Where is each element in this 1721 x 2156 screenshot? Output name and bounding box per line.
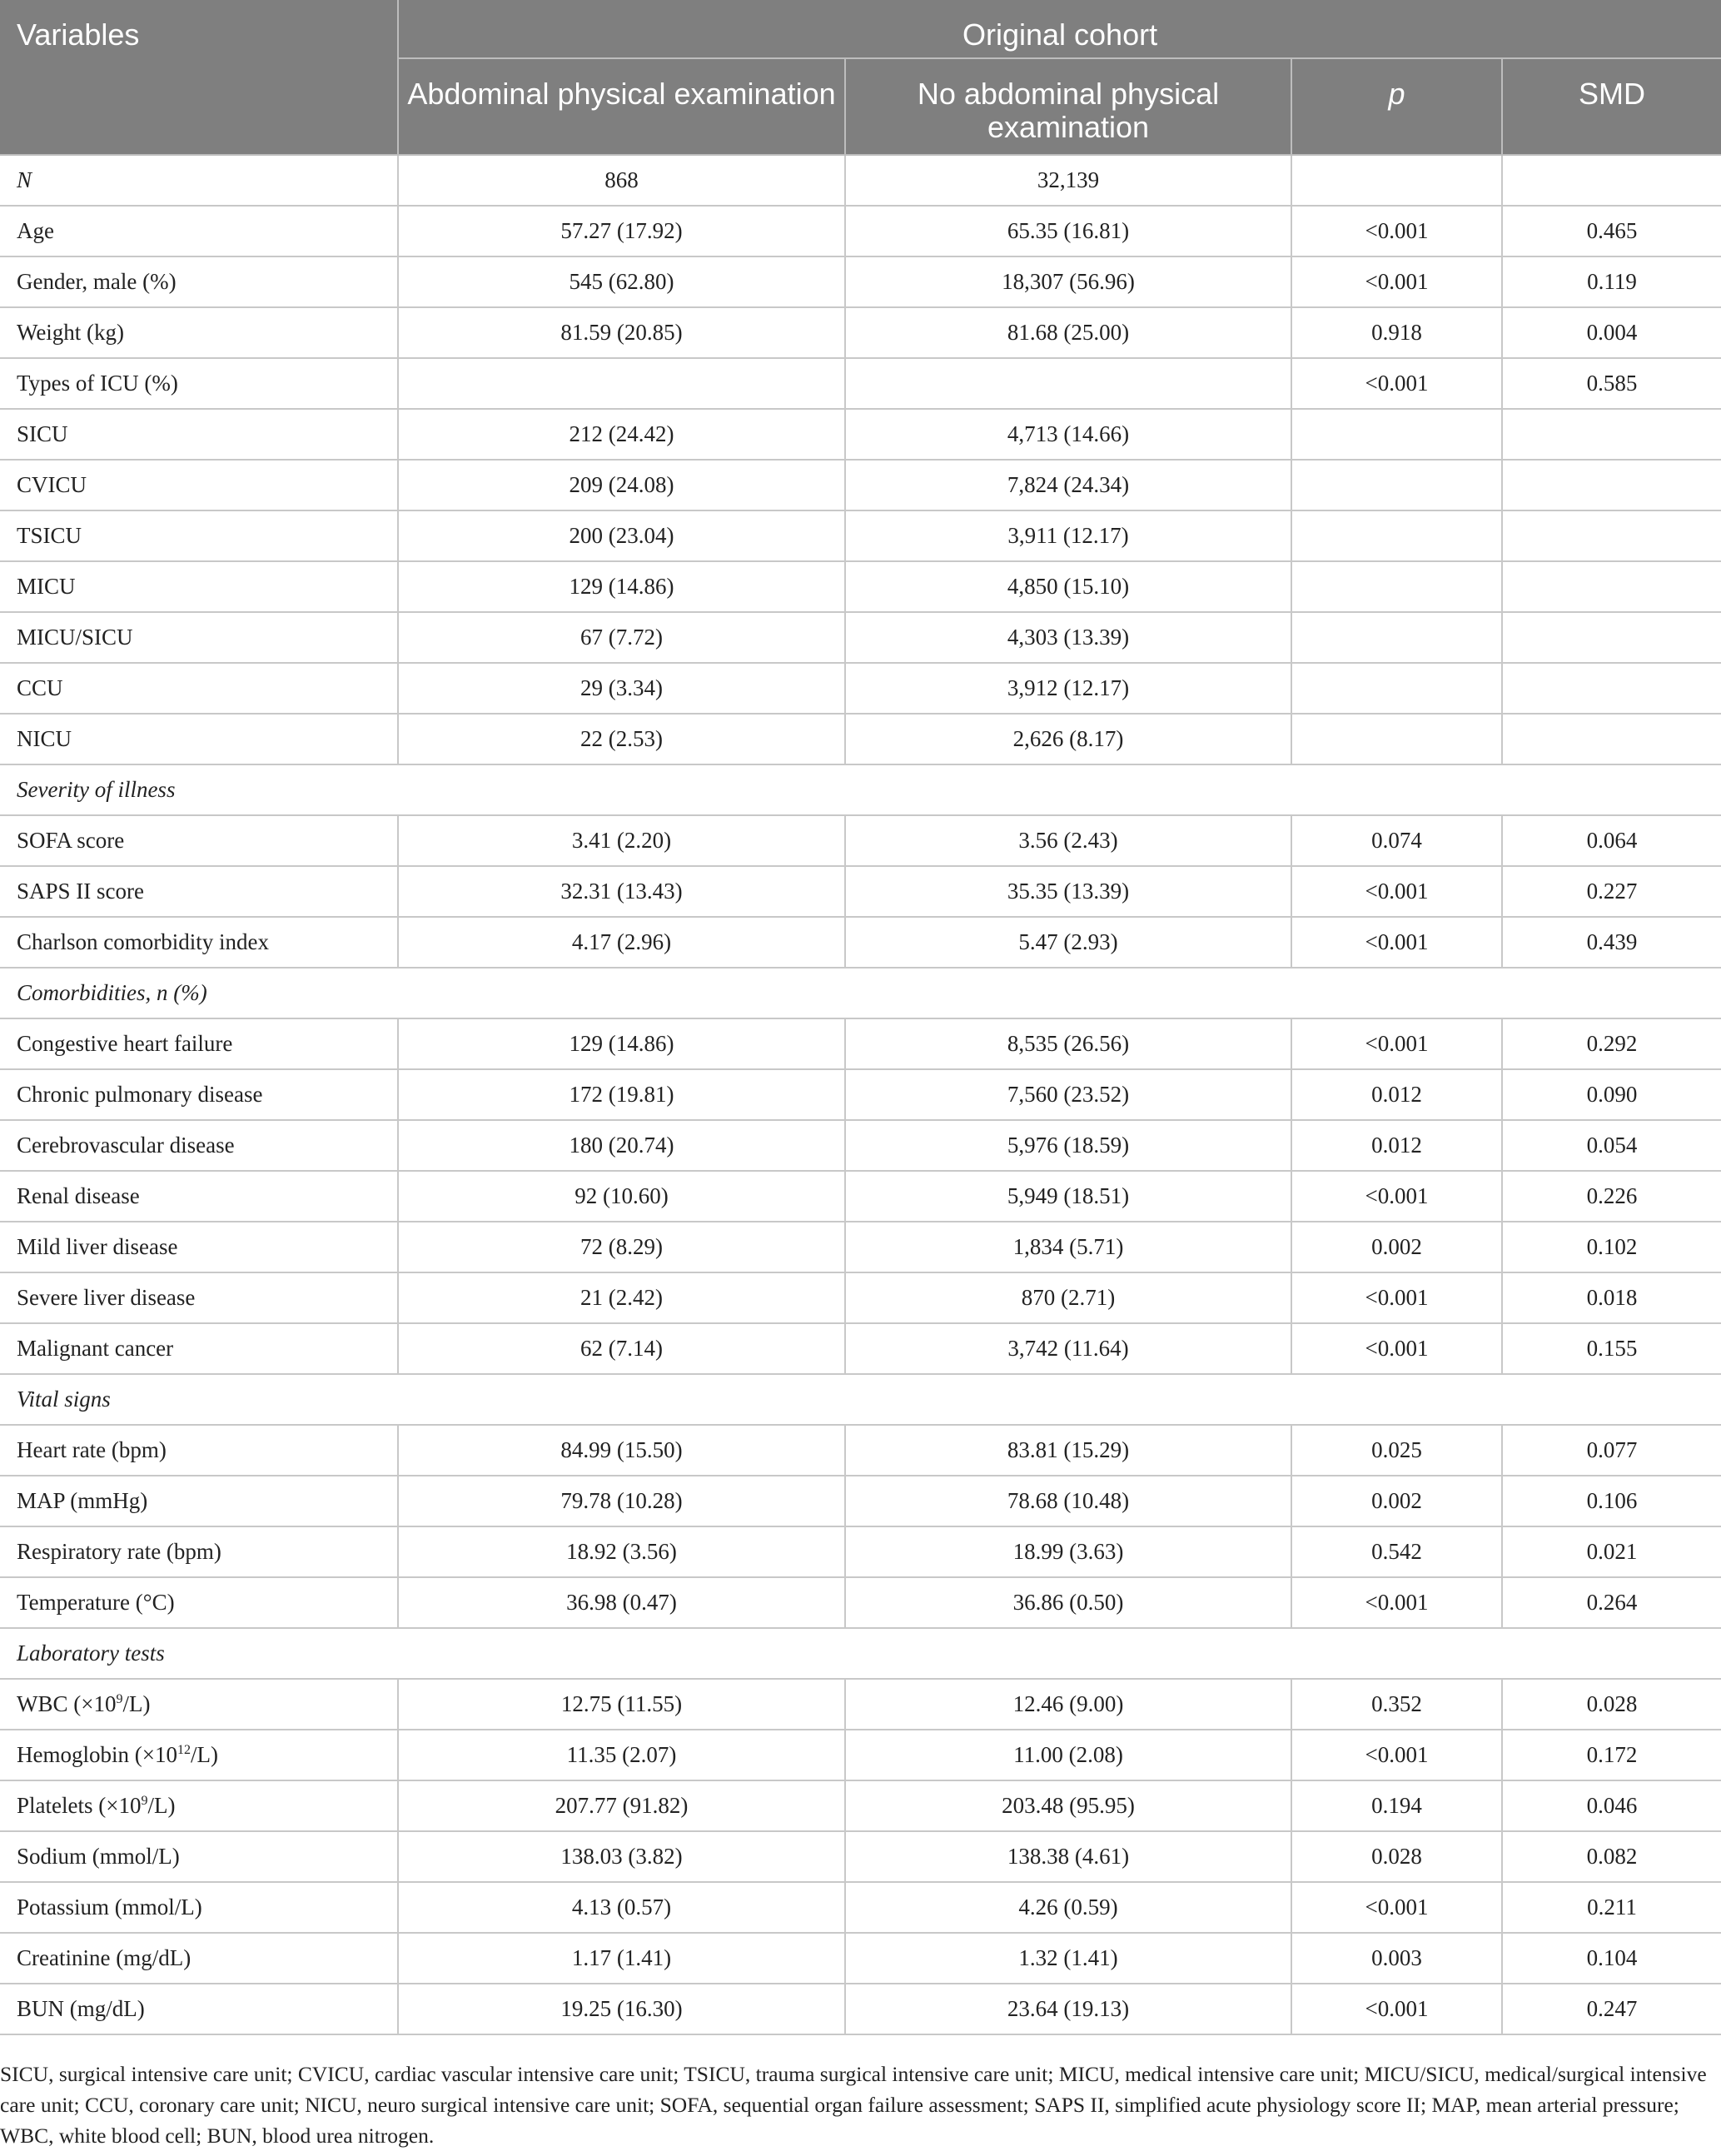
variable-name: Potassium (mmol/L) — [0, 1882, 398, 1933]
variable-name: BUN (mg/dL) — [0, 1984, 398, 2034]
table-row — [0, 1323, 1721, 1374]
smd-value: 0.439 — [1502, 917, 1721, 968]
no-abdominal-exam-value: 35.35 (13.39) — [845, 866, 1291, 917]
abdominal-exam-value: 72 (8.29) — [398, 1222, 845, 1272]
variable-name: SOFA score — [0, 815, 398, 866]
no-abdominal-exam-value: 78.68 (10.48) — [845, 1476, 1291, 1526]
abdominal-exam-value: 207.77 (91.82) — [398, 1780, 845, 1831]
header-p-value: p — [1291, 58, 1502, 155]
no-abdominal-exam-value: 12.46 (9.00) — [845, 1679, 1291, 1730]
abdominal-exam-value: 18.92 (3.56) — [398, 1526, 845, 1577]
smd-value: 0.064 — [1502, 815, 1721, 866]
p-value: 0.003 — [1291, 1933, 1502, 1984]
variable-name: Types of ICU (%) — [0, 358, 398, 409]
variable-name: Congestive heart failure — [0, 1018, 398, 1069]
smd-value: 0.028 — [1502, 1679, 1721, 1730]
variable-name-suffix: /L) — [190, 1742, 218, 1767]
no-abdominal-exam-value: 203.48 (95.95) — [845, 1780, 1291, 1831]
no-abdominal-exam-value: 138.38 (4.61) — [845, 1831, 1291, 1882]
abdominal-exam-value: 200 (23.04) — [398, 510, 845, 561]
section-row — [0, 1374, 1721, 1425]
abdominal-exam-value: 12.75 (11.55) — [398, 1679, 845, 1730]
abdominal-exam-value: 4.13 (0.57) — [398, 1882, 845, 1933]
no-abdominal-exam-value: 11.00 (2.08) — [845, 1730, 1291, 1780]
no-abdominal-exam-value: 5,976 (18.59) — [845, 1120, 1291, 1171]
table-row — [0, 1780, 1721, 1831]
variable-name: SAPS II score — [0, 866, 398, 917]
p-value: 0.002 — [1291, 1222, 1502, 1272]
table-row — [0, 663, 1721, 714]
abdominal-exam-value: 81.59 (20.85) — [398, 307, 845, 358]
smd-value — [1502, 663, 1721, 714]
table-row — [0, 510, 1721, 561]
abdominal-exam-value: 19.25 (16.30) — [398, 1984, 845, 2034]
header-no-abdominal-exam: No abdominal physical examination — [845, 58, 1291, 155]
smd-value — [1502, 561, 1721, 612]
variable-name-prefix: Hemoglobin (×10 — [17, 1742, 177, 1767]
p-value: 0.074 — [1291, 815, 1502, 866]
abdominal-exam-value: 21 (2.42) — [398, 1272, 845, 1323]
no-abdominal-exam-value: 4,850 (15.10) — [845, 561, 1291, 612]
smd-value: 0.104 — [1502, 1933, 1721, 1984]
smd-value — [1502, 714, 1721, 764]
p-value — [1291, 460, 1502, 510]
table-row — [0, 815, 1721, 866]
smd-value: 0.090 — [1502, 1069, 1721, 1120]
abdominal-exam-value: 172 (19.81) — [398, 1069, 845, 1120]
table-row — [0, 358, 1721, 409]
table-row — [0, 1730, 1721, 1780]
no-abdominal-exam-value: 36.86 (0.50) — [845, 1577, 1291, 1628]
smd-value: 0.585 — [1502, 358, 1721, 409]
table-row — [0, 1526, 1721, 1577]
table-row — [0, 1171, 1721, 1222]
p-value: 0.002 — [1291, 1476, 1502, 1526]
smd-value: 0.018 — [1502, 1272, 1721, 1323]
header-variables: Variables — [0, 0, 398, 155]
variable-name-exponent: 9 — [141, 1794, 148, 1808]
p-value: <0.001 — [1291, 206, 1502, 256]
variable-name — [0, 1780, 398, 1831]
abdominal-exam-value: 79.78 (10.28) — [398, 1476, 845, 1526]
no-abdominal-exam-value: 870 (2.71) — [845, 1272, 1291, 1323]
p-value: <0.001 — [1291, 1730, 1502, 1780]
table-header — [0, 0, 1721, 155]
variable-name: CCU — [0, 663, 398, 714]
no-abdominal-exam-value: 81.68 (25.00) — [845, 307, 1291, 358]
abdominal-exam-value: 868 — [398, 155, 845, 206]
abdominal-exam-value: 29 (3.34) — [398, 663, 845, 714]
p-value — [1291, 714, 1502, 764]
table-row — [0, 1272, 1721, 1323]
table-row — [0, 1679, 1721, 1730]
no-abdominal-exam-value: 3.56 (2.43) — [845, 815, 1291, 866]
p-value — [1291, 561, 1502, 612]
abdominal-exam-value: 545 (62.80) — [398, 256, 845, 307]
smd-value: 0.465 — [1502, 206, 1721, 256]
no-abdominal-exam-value: 5,949 (18.51) — [845, 1171, 1291, 1222]
p-value: 0.352 — [1291, 1679, 1502, 1730]
abdominal-exam-value: 129 (14.86) — [398, 561, 845, 612]
table-row — [0, 206, 1721, 256]
variable-name: Mild liver disease — [0, 1222, 398, 1272]
smd-value: 0.077 — [1502, 1425, 1721, 1476]
smd-value — [1502, 510, 1721, 561]
p-value: <0.001 — [1291, 1272, 1502, 1323]
p-value — [1291, 155, 1502, 206]
abdominal-exam-value: 1.17 (1.41) — [398, 1933, 845, 1984]
variable-name-prefix: WBC (×10 — [17, 1691, 117, 1716]
variable-name: Respiratory rate (bpm) — [0, 1526, 398, 1577]
smd-value: 0.292 — [1502, 1018, 1721, 1069]
table-row — [0, 1933, 1721, 1984]
variable-name: MICU — [0, 561, 398, 612]
table-row — [0, 409, 1721, 460]
p-value: <0.001 — [1291, 1171, 1502, 1222]
smd-value: 0.021 — [1502, 1526, 1721, 1577]
abdominal-exam-value: 212 (24.42) — [398, 409, 845, 460]
table-row — [0, 155, 1721, 206]
header-original-cohort: Original cohort — [398, 0, 1721, 58]
smd-value — [1502, 409, 1721, 460]
variable-name-exponent: 9 — [116, 1692, 123, 1706]
no-abdominal-exam-value: 18,307 (56.96) — [845, 256, 1291, 307]
abdominal-exam-value: 11.35 (2.07) — [398, 1730, 845, 1780]
no-abdominal-exam-value: 18.99 (3.63) — [845, 1526, 1291, 1577]
variable-name: Sodium (mmol/L) — [0, 1831, 398, 1882]
table-row — [0, 1984, 1721, 2034]
variable-name: Severe liver disease — [0, 1272, 398, 1323]
table-row — [0, 1069, 1721, 1120]
no-abdominal-exam-value: 8,535 (26.56) — [845, 1018, 1291, 1069]
no-abdominal-exam-value: 2,626 (8.17) — [845, 714, 1291, 764]
table-row — [0, 1577, 1721, 1628]
section-row — [0, 1628, 1721, 1679]
variable-name: Temperature (°C) — [0, 1577, 398, 1628]
abdominal-exam-value: 22 (2.53) — [398, 714, 845, 764]
smd-value: 0.247 — [1502, 1984, 1721, 2034]
p-value: <0.001 — [1291, 1018, 1502, 1069]
no-abdominal-exam-value: 4.26 (0.59) — [845, 1882, 1291, 1933]
section-label: Comorbidities, n (%) — [0, 968, 1721, 1018]
variable-name-prefix: Platelets (×10 — [17, 1793, 142, 1818]
variable-name: Weight (kg) — [0, 307, 398, 358]
variable-name: Renal disease — [0, 1171, 398, 1222]
table-footnote: SICU, surgical intensive care unit; CVICU, cardiac vascular intensive care unit; TSICU, trauma surgical intensive care unit; MICU, medical intensive care unit; MICU/SICU, medical/surgical intensive care unit; CCU, coronary care unit; NICU, neuro surgical intensive care unit; SOFA, sequential organ failure assessment; SAPS II, simplified acute physiology score II; MAP, mean arterial pressure; WBC, white blood cell; BUN, blood urea nitrogen. — [0, 2062, 1707, 2148]
p-value: <0.001 — [1291, 1323, 1502, 1374]
smd-value — [1502, 155, 1721, 206]
variable-name-suffix: /L) — [147, 1793, 176, 1818]
smd-value: 0.046 — [1502, 1780, 1721, 1831]
table-row — [0, 1425, 1721, 1476]
smd-value: 0.155 — [1502, 1323, 1721, 1374]
variable-name: SICU — [0, 409, 398, 460]
smd-value: 0.106 — [1502, 1476, 1721, 1526]
smd-value: 0.264 — [1502, 1577, 1721, 1628]
section-label: Laboratory tests — [0, 1628, 1721, 1679]
p-value — [1291, 510, 1502, 561]
table-row — [0, 612, 1721, 663]
smd-value — [1502, 460, 1721, 510]
abdominal-exam-value: 32.31 (13.43) — [398, 866, 845, 917]
no-abdominal-exam-value: 83.81 (15.29) — [845, 1425, 1291, 1476]
p-value — [1291, 409, 1502, 460]
section-label: Severity of illness — [0, 764, 1721, 815]
smd-value: 0.054 — [1502, 1120, 1721, 1171]
p-value: 0.194 — [1291, 1780, 1502, 1831]
abdominal-exam-value: 180 (20.74) — [398, 1120, 845, 1171]
p-value: 0.025 — [1291, 1425, 1502, 1476]
p-value: <0.001 — [1291, 256, 1502, 307]
abdominal-exam-value: 67 (7.72) — [398, 612, 845, 663]
section-row — [0, 764, 1721, 815]
no-abdominal-exam-value: 4,713 (14.66) — [845, 409, 1291, 460]
section-row — [0, 968, 1721, 1018]
table-row — [0, 917, 1721, 968]
p-value: 0.542 — [1291, 1526, 1502, 1577]
smd-value: 0.004 — [1502, 307, 1721, 358]
header-smd: SMD — [1502, 58, 1721, 155]
variable-name: Chronic pulmonary disease — [0, 1069, 398, 1120]
no-abdominal-exam-value: 3,742 (11.64) — [845, 1323, 1291, 1374]
smd-value: 0.172 — [1502, 1730, 1721, 1780]
smd-value: 0.211 — [1502, 1882, 1721, 1933]
p-value: <0.001 — [1291, 866, 1502, 917]
no-abdominal-exam-value: 7,824 (24.34) — [845, 460, 1291, 510]
p-value: 0.012 — [1291, 1069, 1502, 1120]
variable-name — [0, 1679, 398, 1730]
variable-name: Gender, male (%) — [0, 256, 398, 307]
variable-name — [0, 1730, 398, 1780]
table-row — [0, 561, 1721, 612]
variable-name-suffix: /L) — [122, 1691, 151, 1716]
table-row — [0, 1120, 1721, 1171]
smd-value: 0.227 — [1502, 866, 1721, 917]
no-abdominal-exam-value: 5.47 (2.93) — [845, 917, 1291, 968]
section-label: Vital signs — [0, 1374, 1721, 1425]
abdominal-exam-value: 129 (14.86) — [398, 1018, 845, 1069]
no-abdominal-exam-value: 7,560 (23.52) — [845, 1069, 1291, 1120]
no-abdominal-exam-value: 1.32 (1.41) — [845, 1933, 1291, 1984]
no-abdominal-exam-value — [845, 358, 1291, 409]
p-value: <0.001 — [1291, 1577, 1502, 1628]
variable-name: Creatinine (mg/dL) — [0, 1933, 398, 1984]
p-value: <0.001 — [1291, 1984, 1502, 2034]
abdominal-exam-value: 138.03 (3.82) — [398, 1831, 845, 1882]
no-abdominal-exam-value: 32,139 — [845, 155, 1291, 206]
smd-value: 0.119 — [1502, 256, 1721, 307]
variable-name-exponent: 12 — [177, 1743, 191, 1757]
table-row — [0, 1476, 1721, 1526]
table-row — [0, 460, 1721, 510]
p-value: <0.001 — [1291, 358, 1502, 409]
variable-name: Cerebrovascular disease — [0, 1120, 398, 1171]
p-value: <0.001 — [1291, 1882, 1502, 1933]
p-value: 0.028 — [1291, 1831, 1502, 1882]
variable-name: CVICU — [0, 460, 398, 510]
abdominal-exam-value: 4.17 (2.96) — [398, 917, 845, 968]
variable-name: Malignant cancer — [0, 1323, 398, 1374]
variable-name: Heart rate (bpm) — [0, 1425, 398, 1476]
variable-name: N — [0, 155, 398, 206]
abdominal-exam-value: 36.98 (0.47) — [398, 1577, 845, 1628]
no-abdominal-exam-value: 65.35 (16.81) — [845, 206, 1291, 256]
p-value: 0.012 — [1291, 1120, 1502, 1171]
table-row — [0, 1222, 1721, 1272]
table-row — [0, 1882, 1721, 1933]
variable-name: NICU — [0, 714, 398, 764]
p-value: 0.918 — [1291, 307, 1502, 358]
smd-value: 0.102 — [1502, 1222, 1721, 1272]
no-abdominal-exam-value: 1,834 (5.71) — [845, 1222, 1291, 1272]
table-row — [0, 714, 1721, 764]
no-abdominal-exam-value: 3,912 (12.17) — [845, 663, 1291, 714]
table-row — [0, 256, 1721, 307]
no-abdominal-exam-value: 4,303 (13.39) — [845, 612, 1291, 663]
no-abdominal-exam-value: 3,911 (12.17) — [845, 510, 1291, 561]
table-row — [0, 307, 1721, 358]
p-value: <0.001 — [1291, 917, 1502, 968]
p-value — [1291, 612, 1502, 663]
p-value — [1291, 663, 1502, 714]
abdominal-exam-value: 57.27 (17.92) — [398, 206, 845, 256]
variable-name: MICU/SICU — [0, 612, 398, 663]
abdominal-exam-value — [398, 358, 845, 409]
smd-value — [1502, 612, 1721, 663]
abdominal-exam-value: 209 (24.08) — [398, 460, 845, 510]
variable-name: MAP (mmHg) — [0, 1476, 398, 1526]
table-row — [0, 1831, 1721, 1882]
variable-name: Charlson comorbidity index — [0, 917, 398, 968]
smd-value: 0.082 — [1502, 1831, 1721, 1882]
variable-name: TSICU — [0, 510, 398, 561]
abdominal-exam-value: 62 (7.14) — [398, 1323, 845, 1374]
abdominal-exam-value: 3.41 (2.20) — [398, 815, 845, 866]
no-abdominal-exam-value: 23.64 (19.13) — [845, 1984, 1291, 2034]
header-abdominal-exam: Abdominal physical examination — [398, 58, 845, 155]
abdominal-exam-value: 92 (10.60) — [398, 1171, 845, 1222]
table-row — [0, 866, 1721, 917]
variable-name: Age — [0, 206, 398, 256]
table-body — [0, 155, 1721, 2034]
smd-value: 0.226 — [1502, 1171, 1721, 1222]
table-row — [0, 1018, 1721, 1069]
abdominal-exam-value: 84.99 (15.50) — [398, 1425, 845, 1476]
